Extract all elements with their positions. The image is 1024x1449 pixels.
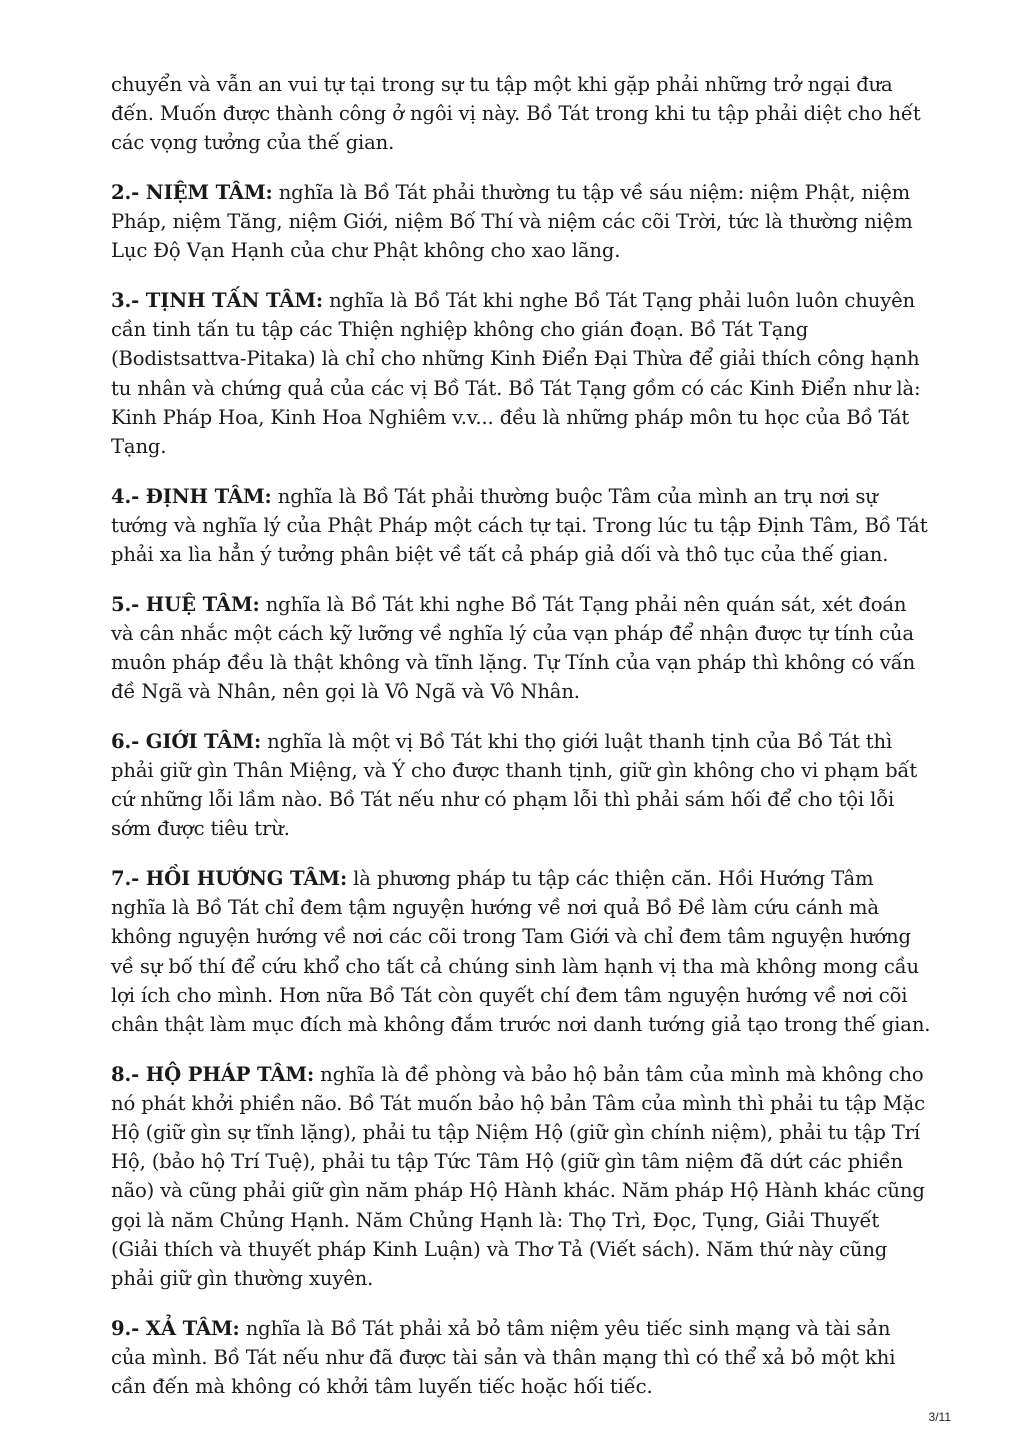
paragraph-heading: 7.- HỒI HƯỚNG TÂM:	[111, 867, 348, 891]
paragraph-text: nghĩa là một vị Bồ Tát khi thọ giới luật thanh tịnh của Bồ Tát thì phải giữ gìn Thân Miệng, và Ý cho được thanh tịnh, giữ gìn không cho vi phạm bất cứ những lỗi lầm nào. Bồ Tát nếu như có phạm lỗi thì phải sám hối để cho tội lỗi sớm được tiêu trừ.	[111, 729, 918, 841]
paragraph-text: nghĩa là Bồ Tát phải xả bỏ tâm niệm yêu tiếc sinh mạng và tài sản của mình. Bồ Tát nếu như đã được tài sản và thân mạng thì có thể xả bỏ một khi cần đến mà không có khởi tâm luyến tiếc hoặc hối tiếc.	[111, 1316, 896, 1399]
paragraph-text: nghĩa là Bồ Tát phải thường buộc Tâm của mình an trụ nơi sự tướng và nghĩa lý của Phật Pháp một cách tự tại. Trong lúc tu tập Định Tâm, Bồ Tát phải xa lìa hẳn ý tưởng phân biệt về tất cả pháp giả dối và thô tục của thế gian.	[111, 484, 928, 567]
paragraph-heading: 3.- TỊNH TẤN TÂM:	[111, 289, 323, 312]
paragraph-hue-tam	[111, 590, 931, 707]
paragraph-text: nghĩa là đề phòng và bảo hộ bản tâm của mình mà không cho nó phát khởi phiền não. Bồ Tát muốn bảo hộ bản Tâm của mình thì phải tu tập Mặc Hộ (giữ gìn sự tĩnh lặng), phải tu tập Niệm Hộ (giữ gìn chính niệm), phải tu tập Trí Hộ, (bảo hộ Trí Tuệ), phải tu tập Tức Tâm Hộ (giữ gìn tâm niệm đã dứt các phiền não) và cũng phải giữ gìn năm pháp Hộ Hành khác. Năm pháp Hộ Hành khác cũng gọi là năm Chủng Hạnh. Năm Chủng Hạnh là: Thọ Trì, Đọc, Tụng, Giải Thuyết (Giải thích và thuyết pháp Kinh Luận) và Thơ Tả (Viết sách). Năm thứ này cũng phải giữ gìn thường xuyên.	[111, 1062, 925, 1291]
paragraph-text: là phương pháp tu tập các thiện căn. Hồi Hướng Tâm nghĩa là Bồ Tát chỉ đem tậm nguyện hướng về nơi quả Bồ Đề làm cứu cánh mà không nguyện hướng về nơi các cõi trong Tam Giới và chỉ đem tâm nguyện hướng về sự bố thí để cứu khổ cho tất cả chúng sinh làm hạnh vị tha mà không mong cầu lợi ích cho mình. Hơn nữa Bồ Tát còn quyết chí đem tâm nguyện hướng về nơi cõi chân thật làm mục đích mà không đắm trước nơi danh tướng giả tạo trong thế gian.	[111, 867, 931, 1037]
paragraph-gioi-tam	[111, 727, 931, 844]
paragraph-text: nghĩa là Bồ Tát khi nghe Bồ Tát Tạng phải nên quán sát, xét đoán và cân nhắc một cách kỹ lưỡng về nghĩa lý của vạn pháp để nhận được tự tính của muôn pháp đều là thật không và tĩnh lặng. Tự Tính của vạn pháp thì không có vấn đề Ngã và Nhân, nên gọi là Vô Ngã và Vô Nhân.	[111, 592, 916, 704]
paragraph-text: chuyển và vẫn an vui tự tại trong sự tu tập một khi gặp phải những trở ngại đưa đến. Muốn được thành công ở ngôi vị này. Bồ Tát trong khi tu tập phải diệt cho hết các vọng tưởng của thế gian.	[111, 73, 921, 155]
paragraph-text: nghĩa là Bồ Tát phải thường tu tập về sáu niệm: niệm Phật, niệm Pháp, niệm Tăng, niệm Giới, niệm Bố Thí và niệm các cõi Trời, tức là thường niệm Lục Độ Vạn Hạnh của chư Phật không cho xao lãng.	[111, 181, 913, 263]
document-body	[111, 70, 931, 1422]
paragraph-heading: 8.- HỘ PHÁP TÂM:	[111, 1062, 315, 1086]
paragraph-heading: 2.- NIỆM TÂM:	[111, 181, 273, 204]
paragraph-continuation	[111, 70, 931, 158]
paragraph-ho-phap-tam	[111, 1060, 931, 1294]
paragraph-text: nghĩa là Bồ Tát khi nghe Bồ Tát Tạng phải luôn luôn chuyên cần tinh tấn tu tập các Thiện nghiệp không cho gián đoạn. Bồ Tát Tạng (Bodistsattva-Pitaka) là chỉ cho những Kinh Điển Đại Thừa để giải thích công hạnh tu nhân và chứng quả của các vị Bồ Tát. Bồ Tát Tạng gồm có các Kinh Điển như là: Kinh Pháp Hoa, Kinh Hoa Nghiêm v.v... đều là những pháp môn tu học của Bồ Tát Tạng.	[111, 289, 921, 459]
paragraph-xa-tam	[111, 1314, 931, 1402]
paragraph-heading: 4.- ĐỊNH TÂM:	[111, 484, 272, 508]
paragraph-dinh-tam	[111, 482, 931, 570]
page-number: 3/11	[928, 1410, 951, 1424]
paragraph-heading: 5.- HUỆ TÂM:	[111, 592, 260, 616]
paragraph-tinh-tan-tam	[111, 286, 931, 461]
paragraph-hoi-huong-tam	[111, 864, 931, 1039]
paragraph-heading: 9.- XẢ TÂM:	[111, 1316, 240, 1340]
paragraph-heading: 6.- GIỚI TÂM:	[111, 729, 262, 753]
paragraph-niem-tam	[111, 178, 931, 266]
